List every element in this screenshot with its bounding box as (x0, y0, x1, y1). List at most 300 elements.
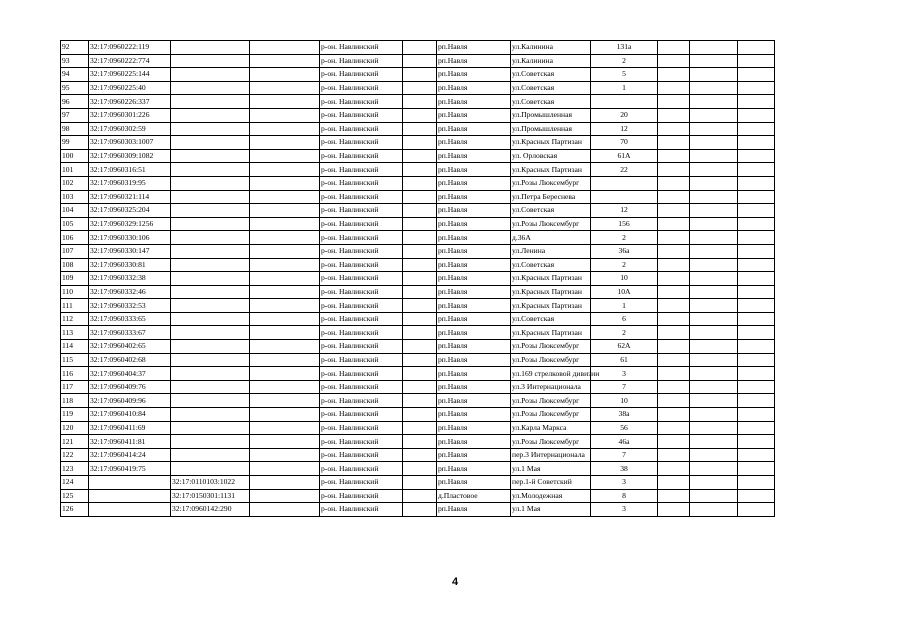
empty-cell (690, 489, 738, 503)
empty-cell (403, 176, 437, 190)
empty-cell (738, 353, 775, 367)
empty-cell (250, 448, 320, 462)
cadastral-number-alt (171, 408, 250, 422)
empty-cell (403, 476, 437, 490)
street: ул.Промышленная (511, 122, 591, 136)
empty-cell (658, 340, 690, 354)
empty-cell (250, 503, 320, 517)
row-number: 104 (61, 204, 89, 218)
settlement: рп.Навля (437, 176, 511, 190)
house-number: 2 (591, 326, 658, 340)
cadastral-number-alt (171, 122, 250, 136)
row-number: 113 (61, 326, 89, 340)
street: ул.Розы Люксембург (511, 435, 591, 449)
empty-cell (738, 231, 775, 245)
table-row (61, 41, 775, 55)
table-row (61, 299, 775, 313)
empty-cell (738, 149, 775, 163)
empty-cell (403, 54, 437, 68)
cadastral-number (89, 489, 171, 503)
house-number (591, 190, 658, 204)
street: ул.3 Интернационала (511, 380, 591, 394)
cadastral-number-alt (171, 163, 250, 177)
empty-cell (690, 68, 738, 82)
settlement: рп.Навля (437, 285, 511, 299)
settlement: рп.Навля (437, 258, 511, 272)
row-number: 103 (61, 190, 89, 204)
cadastral-number-alt (171, 54, 250, 68)
settlement: рп.Навля (437, 95, 511, 109)
empty-cell (658, 95, 690, 109)
district: р-он. Навлинский (320, 258, 403, 272)
empty-cell (658, 285, 690, 299)
empty-cell (690, 136, 738, 150)
empty-cell (658, 217, 690, 231)
empty-cell (403, 340, 437, 354)
empty-cell (658, 108, 690, 122)
cadastral-number-alt (171, 462, 250, 476)
empty-cell (403, 81, 437, 95)
house-number: 7 (591, 448, 658, 462)
empty-cell (738, 489, 775, 503)
empty-cell (738, 272, 775, 286)
street: ул.1 Мая (511, 503, 591, 517)
street: ул.Розы Люксембург (511, 408, 591, 422)
house-number: 36а (591, 244, 658, 258)
cadastral-number-alt (171, 244, 250, 258)
cadastral-number-alt (171, 353, 250, 367)
empty-cell (658, 272, 690, 286)
street: ул.Красных Партизан (511, 299, 591, 313)
cadastral-number: 32:17:0960222:774 (89, 54, 171, 68)
row-number: 119 (61, 408, 89, 422)
empty-cell (738, 217, 775, 231)
row-number: 118 (61, 394, 89, 408)
cadastral-number-alt (171, 299, 250, 313)
district: р-он. Навлинский (320, 462, 403, 476)
house-number: 6 (591, 312, 658, 326)
cadastral-number (89, 476, 171, 490)
settlement: рп.Навля (437, 448, 511, 462)
cadastral-number: 32:17:0960325:204 (89, 204, 171, 218)
district: р-он. Навлинский (320, 41, 403, 55)
empty-cell (738, 258, 775, 272)
empty-cell (403, 204, 437, 218)
empty-cell (403, 272, 437, 286)
empty-cell (403, 122, 437, 136)
empty-cell (403, 312, 437, 326)
settlement: рп.Навля (437, 326, 511, 340)
district: р-он. Навлинский (320, 95, 403, 109)
street: ул.Калинина (511, 54, 591, 68)
cadastral-number-alt (171, 136, 250, 150)
row-number: 106 (61, 231, 89, 245)
settlement: рп.Навля (437, 54, 511, 68)
empty-cell (738, 176, 775, 190)
house-number (591, 95, 658, 109)
table-row (61, 340, 775, 354)
empty-cell (403, 394, 437, 408)
street: д.36А (511, 231, 591, 245)
row-number: 110 (61, 285, 89, 299)
empty-cell (403, 326, 437, 340)
cadastral-number: 32:17:0960332:46 (89, 285, 171, 299)
empty-cell (250, 421, 320, 435)
house-number: 2 (591, 231, 658, 245)
empty-cell (658, 353, 690, 367)
district: р-он. Навлинский (320, 448, 403, 462)
empty-cell (690, 217, 738, 231)
street: ул.Розы Люксембург (511, 353, 591, 367)
street: ул.Петра Береснева (511, 190, 591, 204)
cadastral-number: 32:17:0960419:75 (89, 462, 171, 476)
row-number: 98 (61, 122, 89, 136)
empty-cell (403, 95, 437, 109)
empty-cell (690, 448, 738, 462)
table-row (61, 326, 775, 340)
empty-cell (403, 435, 437, 449)
settlement: рп.Навля (437, 244, 511, 258)
empty-cell (738, 299, 775, 313)
empty-cell (250, 367, 320, 381)
empty-cell (690, 285, 738, 299)
empty-cell (403, 299, 437, 313)
row-number: 100 (61, 149, 89, 163)
empty-cell (658, 81, 690, 95)
district: р-он. Навлинский (320, 272, 403, 286)
empty-cell (738, 54, 775, 68)
empty-cell (658, 122, 690, 136)
cadastral-number: 32:17:0960329:1256 (89, 217, 171, 231)
empty-cell (690, 163, 738, 177)
district: р-он. Навлинский (320, 190, 403, 204)
settlement: рп.Навля (437, 163, 511, 177)
empty-cell (690, 380, 738, 394)
row-number: 102 (61, 176, 89, 190)
empty-cell (403, 217, 437, 231)
settlement: рп.Навля (437, 68, 511, 82)
empty-cell (658, 408, 690, 422)
district: р-он. Навлинский (320, 312, 403, 326)
cadastral-number-alt (171, 421, 250, 435)
empty-cell (403, 408, 437, 422)
cadastral-number-alt (171, 81, 250, 95)
cadastral-number: 32:17:0960409:76 (89, 380, 171, 394)
empty-cell (250, 272, 320, 286)
empty-cell (690, 176, 738, 190)
row-number: 125 (61, 489, 89, 503)
empty-cell (658, 367, 690, 381)
settlement: рп.Навля (437, 190, 511, 204)
empty-cell (250, 204, 320, 218)
house-number: 3 (591, 476, 658, 490)
page-number: 4 (452, 576, 459, 588)
district: р-он. Навлинский (320, 435, 403, 449)
empty-cell (403, 190, 437, 204)
district: р-он. Навлинский (320, 149, 403, 163)
empty-cell (403, 380, 437, 394)
cadastral-number: 32:17:0960226:337 (89, 95, 171, 109)
table-row (61, 95, 775, 109)
street: ул.Промышленная (511, 108, 591, 122)
district: р-он. Навлинский (320, 176, 403, 190)
empty-cell (658, 448, 690, 462)
empty-cell (250, 136, 320, 150)
cadastral-number-alt (171, 258, 250, 272)
empty-cell (250, 217, 320, 231)
house-number: 156 (591, 217, 658, 231)
settlement: рп.Навля (437, 136, 511, 150)
street: ул.Красных Партизан (511, 285, 591, 299)
street: пер.3 Интернационала (511, 448, 591, 462)
empty-cell (658, 190, 690, 204)
settlement: рп.Навля (437, 149, 511, 163)
house-number: 7 (591, 380, 658, 394)
row-number: 105 (61, 217, 89, 231)
empty-cell (250, 54, 320, 68)
empty-cell (658, 489, 690, 503)
street: ул. Орловская (511, 149, 591, 163)
house-number: 2 (591, 54, 658, 68)
district: р-он. Навлинский (320, 476, 403, 490)
empty-cell (403, 503, 437, 517)
row-number: 112 (61, 312, 89, 326)
empty-cell (690, 272, 738, 286)
cadastral-number-alt (171, 204, 250, 218)
table-row (61, 149, 775, 163)
empty-cell (738, 41, 775, 55)
table-row (61, 476, 775, 490)
empty-cell (250, 68, 320, 82)
row-number: 97 (61, 108, 89, 122)
district: р-он. Навлинский (320, 122, 403, 136)
empty-cell (690, 244, 738, 258)
settlement: рп.Навля (437, 435, 511, 449)
empty-cell (250, 299, 320, 313)
empty-cell (738, 462, 775, 476)
house-number: 3 (591, 367, 658, 381)
cadastral-number-alt (171, 149, 250, 163)
empty-cell (250, 190, 320, 204)
empty-cell (690, 258, 738, 272)
empty-cell (738, 476, 775, 490)
house-number: 1 (591, 299, 658, 313)
empty-cell (738, 68, 775, 82)
district: р-он. Навлинский (320, 244, 403, 258)
settlement: рп.Навля (437, 299, 511, 313)
street: ул.Советская (511, 68, 591, 82)
cadastral-number-alt (171, 285, 250, 299)
empty-cell (738, 340, 775, 354)
empty-cell (738, 408, 775, 422)
house-number: 20 (591, 108, 658, 122)
empty-cell (250, 380, 320, 394)
cadastral-number: 32:17:0960411:69 (89, 421, 171, 435)
empty-cell (658, 244, 690, 258)
district: р-он. Навлинский (320, 421, 403, 435)
street: ул.Красных Партизан (511, 163, 591, 177)
house-number: 2 (591, 258, 658, 272)
street: ул.Розы Люксембург (511, 176, 591, 190)
cadastral-number-alt (171, 326, 250, 340)
row-number: 99 (61, 136, 89, 150)
empty-cell (690, 149, 738, 163)
house-number: 8 (591, 489, 658, 503)
empty-cell (738, 312, 775, 326)
house-number: 1 (591, 81, 658, 95)
empty-cell (690, 231, 738, 245)
empty-cell (658, 326, 690, 340)
street: ул.Розы Люксембург (511, 340, 591, 354)
row-number: 124 (61, 476, 89, 490)
district: р-он. Навлинский (320, 380, 403, 394)
empty-cell (250, 462, 320, 476)
row-number: 107 (61, 244, 89, 258)
table-row (61, 81, 775, 95)
empty-cell (658, 421, 690, 435)
cadastral-number: 32:17:0960411:81 (89, 435, 171, 449)
cadastral-number: 32:17:0960225:40 (89, 81, 171, 95)
empty-cell (403, 41, 437, 55)
table-row (61, 163, 775, 177)
table-row (61, 136, 775, 150)
empty-cell (658, 41, 690, 55)
empty-cell (250, 394, 320, 408)
house-number: 46а (591, 435, 658, 449)
settlement: рп.Навля (437, 421, 511, 435)
district: р-он. Навлинский (320, 299, 403, 313)
empty-cell (403, 489, 437, 503)
street: ул.Красных Партизан (511, 136, 591, 150)
street: ул.Советская (511, 258, 591, 272)
house-number: 56 (591, 421, 658, 435)
empty-cell (250, 122, 320, 136)
settlement: рп.Навля (437, 122, 511, 136)
empty-cell (690, 122, 738, 136)
street: ул.Калинина (511, 41, 591, 55)
empty-cell (403, 285, 437, 299)
empty-cell (658, 68, 690, 82)
empty-cell (250, 95, 320, 109)
empty-cell (738, 95, 775, 109)
house-number: 131а (591, 41, 658, 55)
settlement: рп.Навля (437, 108, 511, 122)
empty-cell (403, 136, 437, 150)
empty-cell (738, 421, 775, 435)
empty-cell (658, 136, 690, 150)
row-number: 92 (61, 41, 89, 55)
cadastral-number-alt (171, 68, 250, 82)
cadastral-number: 32:17:0960330:106 (89, 231, 171, 245)
cadastral-number: 32:17:0960303:1007 (89, 136, 171, 150)
district: р-он. Навлинский (320, 163, 403, 177)
street: ул.Советская (511, 95, 591, 109)
cadastral-number-alt: 32:17:0150301:1131 (171, 489, 250, 503)
street: ул.Розы Люксембург (511, 217, 591, 231)
table-row (61, 489, 775, 503)
district: р-он. Навлинский (320, 353, 403, 367)
empty-cell (658, 258, 690, 272)
empty-cell (658, 394, 690, 408)
settlement: рп.Навля (437, 231, 511, 245)
cadastral-number (89, 503, 171, 517)
street: ул.Советская (511, 312, 591, 326)
cadastral-number: 32:17:0960409:96 (89, 394, 171, 408)
empty-cell (658, 476, 690, 490)
house-number: 12 (591, 122, 658, 136)
empty-cell (250, 81, 320, 95)
settlement: рп.Навля (437, 462, 511, 476)
row-number: 114 (61, 340, 89, 354)
house-number: 12 (591, 204, 658, 218)
empty-cell (658, 176, 690, 190)
table-row (61, 68, 775, 82)
row-number: 93 (61, 54, 89, 68)
row-number: 96 (61, 95, 89, 109)
empty-cell (690, 312, 738, 326)
cadastral-number: 32:17:0960414:24 (89, 448, 171, 462)
street: ул.Советская (511, 81, 591, 95)
empty-cell (658, 299, 690, 313)
row-number: 108 (61, 258, 89, 272)
settlement: рп.Навля (437, 367, 511, 381)
empty-cell (738, 244, 775, 258)
house-number: 10 (591, 394, 658, 408)
table-row (61, 312, 775, 326)
street: ул.Карла Маркса (511, 421, 591, 435)
table-row (61, 462, 775, 476)
empty-cell (403, 448, 437, 462)
table-row (61, 435, 775, 449)
district: р-он. Навлинский (320, 68, 403, 82)
district: р-он. Навлинский (320, 408, 403, 422)
table-row (61, 367, 775, 381)
empty-cell (658, 380, 690, 394)
empty-cell (250, 489, 320, 503)
cadastral-number: 32:17:0960301:226 (89, 108, 171, 122)
cadastral-number: 32:17:0960402:65 (89, 340, 171, 354)
empty-cell (250, 476, 320, 490)
empty-cell (403, 108, 437, 122)
table-row (61, 421, 775, 435)
cadastral-number: 32:17:0960330:81 (89, 258, 171, 272)
table-row (61, 176, 775, 190)
empty-cell (690, 54, 738, 68)
empty-cell (403, 258, 437, 272)
empty-cell (738, 326, 775, 340)
row-number: 111 (61, 299, 89, 313)
empty-cell (690, 408, 738, 422)
cadastral-number-alt (171, 340, 250, 354)
empty-cell (658, 231, 690, 245)
house-number: 61А (591, 149, 658, 163)
empty-cell (690, 476, 738, 490)
settlement: рп.Навля (437, 272, 511, 286)
empty-cell (658, 54, 690, 68)
cadastral-number: 32:17:0960330:147 (89, 244, 171, 258)
table-row (61, 244, 775, 258)
empty-cell (658, 503, 690, 517)
table-row (61, 272, 775, 286)
house-number: 10 (591, 272, 658, 286)
empty-cell (690, 95, 738, 109)
street: ул.Советская (511, 204, 591, 218)
district: р-он. Навлинский (320, 503, 403, 517)
row-number: 94 (61, 68, 89, 82)
settlement: рп.Навля (437, 312, 511, 326)
settlement: рп.Навля (437, 476, 511, 490)
empty-cell (658, 312, 690, 326)
